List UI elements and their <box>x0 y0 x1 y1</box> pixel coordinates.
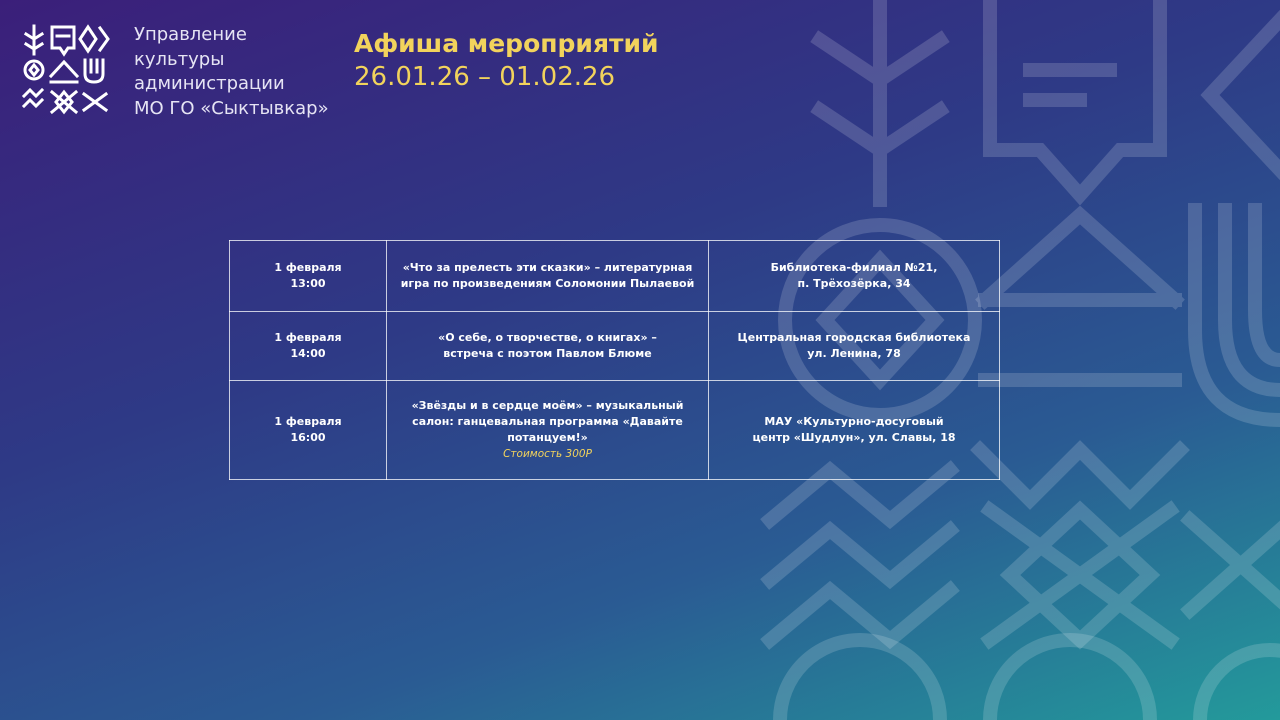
event-date: 1 февраля <box>274 331 342 344</box>
event-venue-cell <box>709 381 1000 480</box>
event-title-line: «О себе, о творчестве, о книгах» – <box>438 331 657 344</box>
event-title-line: «Звёзды и в сердце моём» – музыкальный <box>411 399 684 412</box>
event-price: Стоимость 300Р <box>503 448 592 460</box>
event-time: 16:00 <box>290 431 326 444</box>
table-row <box>230 312 1000 381</box>
organization-name-line: администрации <box>134 73 285 94</box>
page-title: Афиша мероприятий <box>354 29 659 58</box>
event-venue-line: Центральная городская библиотека <box>737 331 971 344</box>
table-row <box>230 241 1000 312</box>
event-venue-line: ул. Ленина, 78 <box>807 347 901 360</box>
event-title-cell <box>387 241 709 312</box>
event-datetime-cell <box>230 241 387 312</box>
event-datetime-cell <box>230 312 387 381</box>
event-title-line: игра по произведениям Соломонии Пылаевой <box>400 277 695 290</box>
event-datetime-cell <box>230 381 387 480</box>
date-range: 26.01.26 – 01.02.26 <box>354 62 616 92</box>
event-date: 1 февраля <box>274 261 342 274</box>
headline <box>354 28 659 94</box>
event-time: 13:00 <box>290 277 326 290</box>
event-time: 14:00 <box>290 347 326 360</box>
event-venue-line: Библиотека-филиал №21, <box>770 261 938 274</box>
event-venue-cell <box>709 312 1000 381</box>
event-venue-line: п. Трёхозёрка, 34 <box>797 277 911 290</box>
event-venue-line: центр «Шудлун», ул. Славы, 18 <box>752 431 956 444</box>
organization-name-line: МО ГО «Сыктывкар» <box>134 97 329 119</box>
event-venue-cell <box>709 241 1000 312</box>
event-title-cell <box>387 381 709 480</box>
events-table <box>229 240 1000 480</box>
organization-name-line: Управление <box>134 24 247 45</box>
event-title-cell <box>387 312 709 381</box>
event-date: 1 февраля <box>274 415 342 428</box>
event-venue-line: МАУ «Культурно-досуговый <box>764 415 944 428</box>
event-title-line: потанцуем!» <box>507 431 588 444</box>
event-title-line: «Что за прелесть эти сказки» – литературная <box>402 261 693 274</box>
organization-name-line: культуры <box>134 48 225 70</box>
event-title-line: встреча с поэтом Павлом Блюме <box>443 347 652 360</box>
organization-logo <box>22 24 112 116</box>
table-row <box>230 381 1000 480</box>
event-title-line: салон: ганцевальная программа «Давайте <box>412 415 683 428</box>
organization-name <box>134 23 344 121</box>
